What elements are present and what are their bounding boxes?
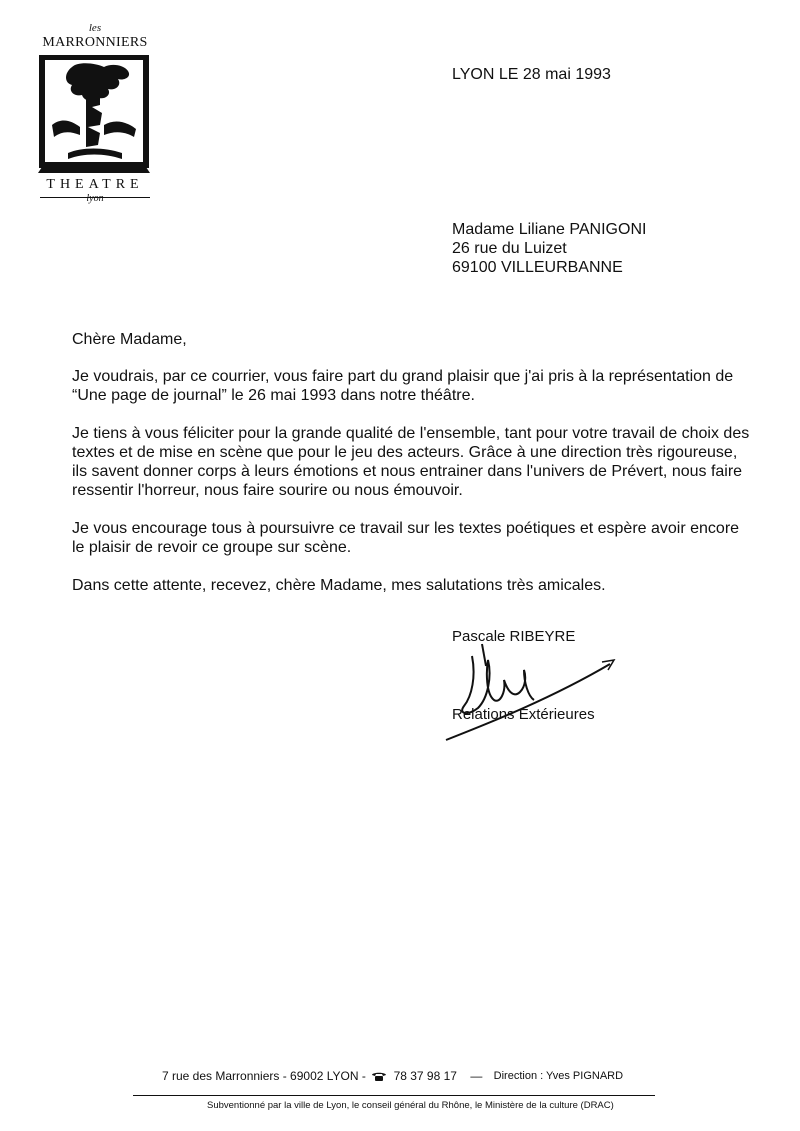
letter-body — [72, 330, 752, 614]
paragraph-3: Je vous encourage tous à poursuivre ce travail sur les textes poétiques et espère avoir encore le plaisir de revoir ce groupe sur scène. — [72, 520, 740, 556]
signatory-role: Relations Extérieures — [452, 706, 595, 723]
handwritten-signature — [442, 636, 622, 746]
telephone-icon — [371, 1071, 387, 1081]
chestnut-tree-logo-icon — [38, 55, 150, 173]
paragraph-2: Je tiens à vous féliciter pour la grande qualité de l'ensemble, tant pour votre travail de choix des textes et de mise en scène que pour le jeu des acteurs. Grâce à une direction très rigoureuse, ils savent donner corps à leurs émotions et nous entrainer dans l'univers de Prévert, nous faire ressentir l'horreur, nous faire sourire ou nous émouvoir. — [72, 425, 750, 499]
footer-phone: 78 37 98 17 — [393, 1068, 457, 1083]
logo-les-text: les — [88, 22, 102, 34]
paragraph-1: Je voudrais, par ce courrier, vous faire part du grand plaisir que j'ai pris à la représentation de “Une page de journal” le 26 mai 1993 dans notre théâtre. — [72, 368, 734, 404]
recipient-address — [452, 220, 646, 277]
logo-name-text: MARRONNIERS — [42, 35, 148, 50]
footer-address: 7 rue des Marronniers - 69002 LYON - — [162, 1068, 366, 1083]
signature-block — [452, 626, 652, 736]
logo-city-text: lyon — [86, 193, 104, 204]
footer-subsidy-notice: Subventionné par la ville de Lyon, le conseil général du Rhône, le Ministère de la culture (DRAC) — [207, 1100, 614, 1111]
recipient-name: Madame Liliane PANIGONI — [452, 221, 647, 238]
footer-contact-line — [162, 1068, 623, 1083]
closing-paragraph: Dans cette attente, recevez, chère Madame, mes salutations très amicales. — [72, 577, 606, 594]
signatory-name: Pascale RIBEYRE — [452, 628, 576, 645]
recipient-city: 69100 VILLEURBANNE — [452, 259, 623, 276]
logo-theatre-text: THEATRE — [46, 177, 144, 192]
salutation: Chère Madame, — [72, 331, 187, 348]
footer-direction: Direction : Yves PIGNARD — [493, 1069, 624, 1082]
theatre-logo — [36, 22, 154, 204]
letter-date: LYON LE 28 mai 1993 — [452, 66, 611, 83]
recipient-street: 26 rue du Luizet — [452, 240, 567, 257]
footer-dash: — — [470, 1068, 483, 1083]
footer-divider — [133, 1095, 655, 1096]
